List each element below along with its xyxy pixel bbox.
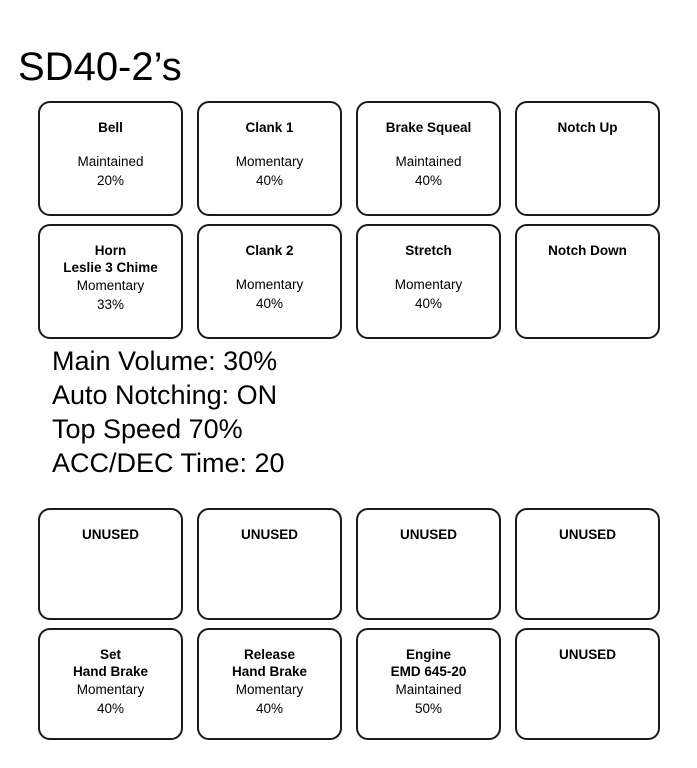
function-button[interactable] [515, 101, 660, 216]
function-button-name: Notch Down [548, 243, 627, 258]
setting-acc-dec-time: ACC/DEC Time: 20 [52, 448, 285, 478]
setting-main-volume: Main Volume: 30% [52, 346, 278, 376]
function-button-mode: Momentary [235, 154, 304, 169]
function-button-volume: 40% [255, 296, 284, 311]
function-button-name: Engine [405, 647, 451, 662]
function-button-volume: 40% [96, 701, 125, 716]
function-button-name: Horn [94, 243, 127, 258]
function-button-mode: Momentary [76, 682, 145, 697]
function-button-volume: 40% [414, 296, 443, 311]
function-button-volume: 20% [96, 173, 125, 188]
function-button-name: Release [243, 647, 296, 662]
setting-auto-notching: Auto Notching: ON [52, 380, 278, 410]
function-button-volume: 50% [414, 701, 443, 716]
function-button-name: Clank 2 [245, 243, 294, 258]
function-button-subname: EMD 645-20 [390, 664, 467, 679]
top-function-button-grid [38, 101, 663, 339]
function-button[interactable] [38, 628, 183, 740]
function-button-volume: 40% [414, 173, 443, 188]
function-button[interactable] [38, 224, 183, 339]
function-button-mode: Momentary [76, 278, 145, 293]
function-button-subname: Hand Brake [231, 664, 308, 679]
function-button-name: Clank 1 [245, 120, 294, 135]
function-button[interactable] [197, 224, 342, 339]
function-button-mode: Momentary [235, 682, 304, 697]
function-button-name: Notch Up [557, 120, 618, 135]
function-button[interactable] [356, 101, 501, 216]
function-button-name: Brake Squeal [385, 120, 472, 135]
function-button-name: Bell [98, 120, 123, 135]
page-title: SD40-2’s [18, 44, 182, 89]
setting-top-speed: Top Speed 70% [52, 414, 243, 444]
function-button[interactable] [38, 101, 183, 216]
function-button-volume: 40% [255, 701, 284, 716]
function-button[interactable] [356, 628, 501, 740]
function-button-subname: Leslie 3 Chime [63, 260, 158, 275]
function-button[interactable] [197, 628, 342, 740]
function-button[interactable] [356, 224, 501, 339]
function-button-name: Stretch [405, 243, 452, 258]
function-button[interactable] [515, 628, 660, 740]
function-button-name: UNUSED [81, 527, 139, 542]
function-button-mode: Maintained [395, 682, 462, 697]
function-button-name: Set [99, 647, 121, 662]
function-button-name: UNUSED [558, 527, 616, 542]
function-button-name: UNUSED [558, 647, 616, 662]
function-button[interactable] [38, 508, 183, 620]
function-button[interactable] [515, 224, 660, 339]
function-button-mode: Maintained [395, 154, 462, 169]
function-button[interactable] [197, 101, 342, 216]
bottom-function-button-grid [38, 508, 663, 740]
function-button-mode: Momentary [235, 277, 304, 292]
function-button-volume: 33% [96, 297, 125, 312]
function-button-volume: 40% [255, 173, 284, 188]
function-button-subname: Hand Brake [72, 664, 149, 679]
function-button[interactable] [356, 508, 501, 620]
function-button-name: UNUSED [399, 527, 457, 542]
function-button-mode: Momentary [394, 277, 463, 292]
settings-list [52, 344, 285, 480]
function-button[interactable] [515, 508, 660, 620]
function-button-mode: Maintained [77, 154, 144, 169]
function-button-name: UNUSED [240, 527, 298, 542]
function-button[interactable] [197, 508, 342, 620]
